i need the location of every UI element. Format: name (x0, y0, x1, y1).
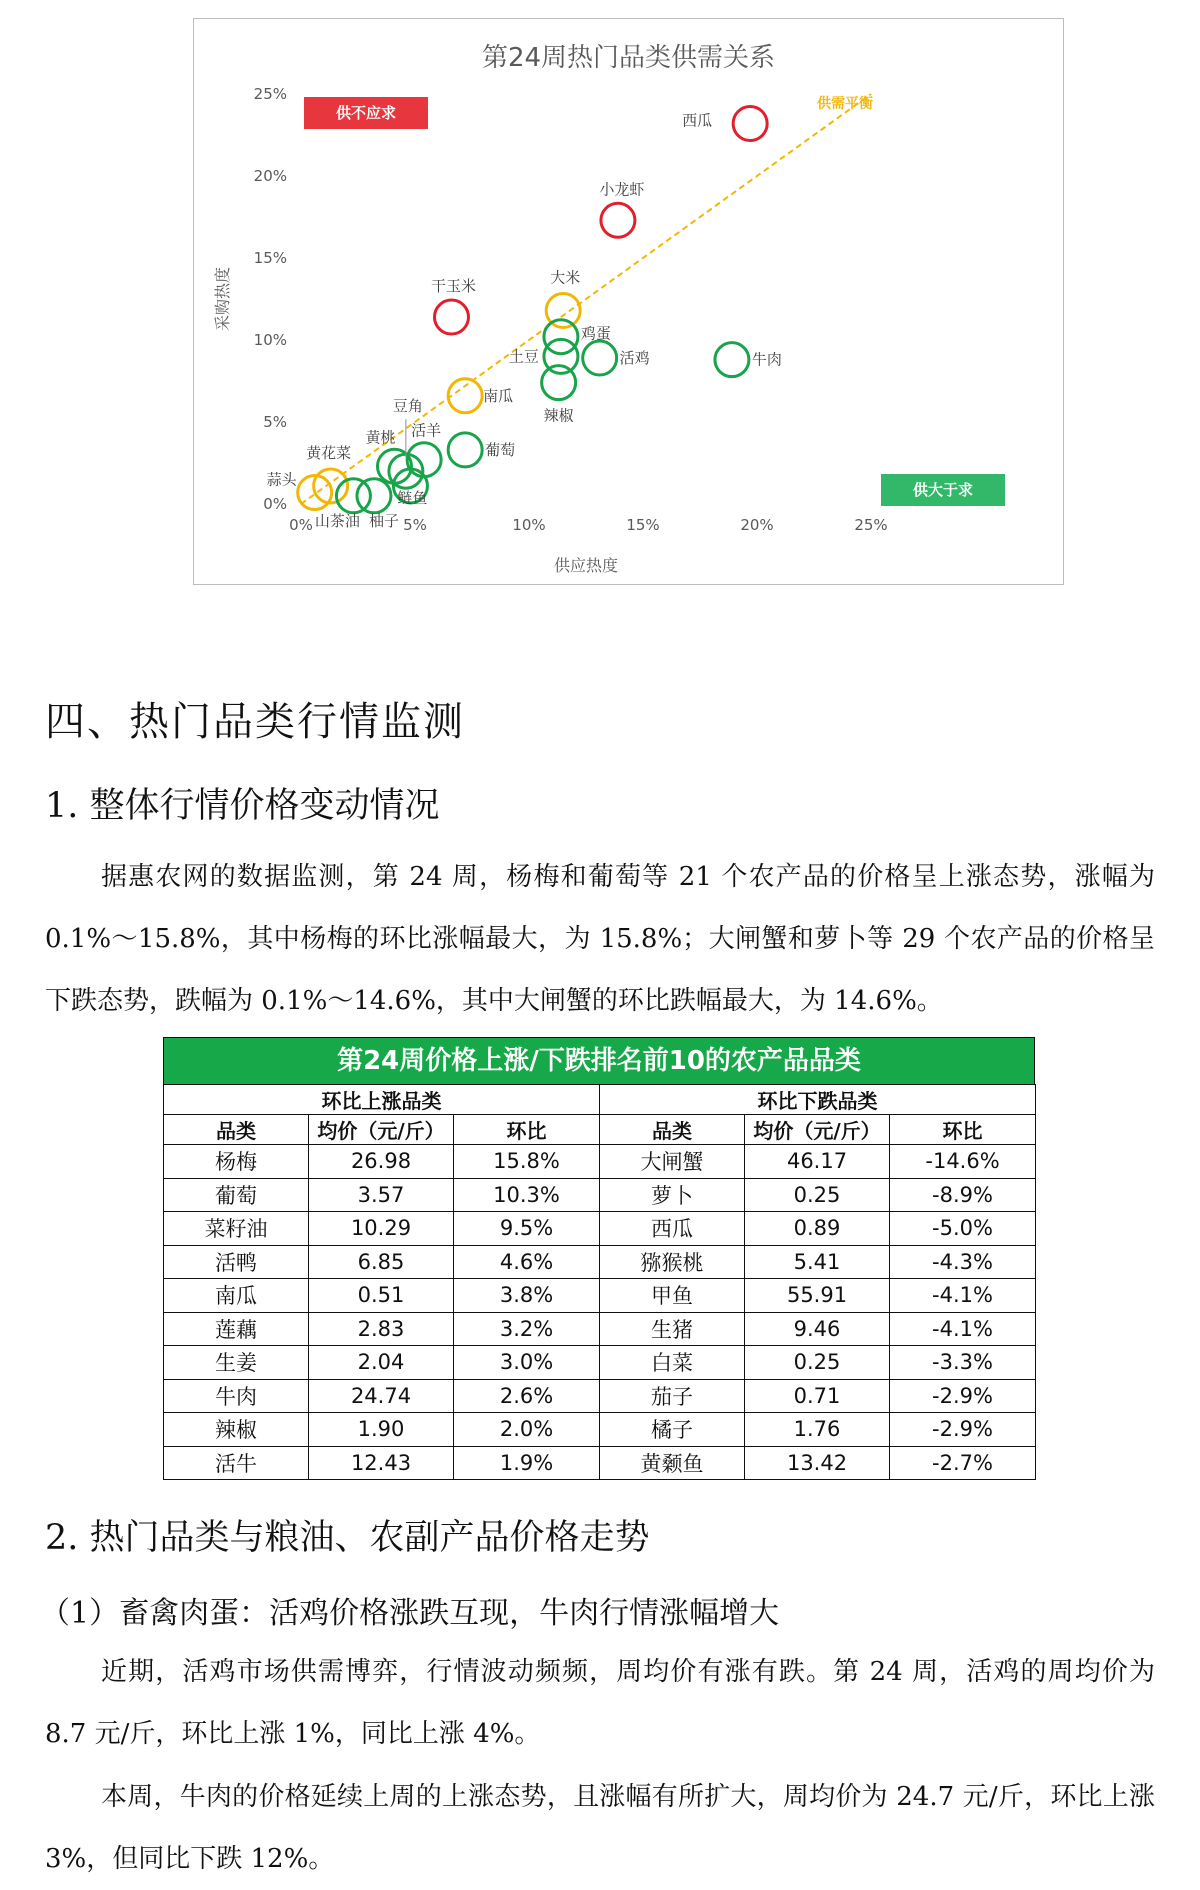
point-marker-oversupply (544, 320, 578, 354)
section-title: 四、热门品类行情监测 (45, 699, 465, 745)
rise-change-cell: 10.3% (454, 1178, 600, 1212)
rise-avg-price-cell: 3.57 (309, 1178, 454, 1212)
x-tick-label: 15% (626, 516, 660, 534)
fall-avg-price-cell: 55.91 (745, 1279, 890, 1313)
fall-category-cell: 生猪 (600, 1312, 745, 1346)
col-header-avg-price: 均价（元/斤） (309, 1115, 454, 1145)
fall-change-cell: -5.0% (890, 1212, 1036, 1246)
subsection-overall-title: 1. 整体行情价格变动情况 (45, 786, 440, 826)
point-label: 柚子 (368, 511, 399, 530)
rise-change-cell: 3.8% (454, 1279, 600, 1313)
rise-category-cell: 活鸭 (164, 1245, 309, 1279)
point-label: 辣椒 (543, 406, 574, 425)
y-tick-label: 15% (253, 249, 287, 267)
fall-change-cell: -2.7% (890, 1446, 1036, 1480)
point-label: 土豆 (508, 347, 539, 366)
x-axis-label: 供应热度 (553, 556, 619, 575)
fall-category-cell: 猕猴桃 (600, 1245, 745, 1279)
fall-category-cell: 大闸蟹 (600, 1145, 745, 1179)
fall-category-cell: 萝卜 (600, 1178, 745, 1212)
undersupply-badge: 供不应求 (304, 97, 428, 129)
point-label: 豆角 (392, 397, 423, 416)
table-title: 第24周价格上涨/下跌排名前10的农产品品类 (163, 1037, 1035, 1084)
rise-avg-price-cell: 24.74 (309, 1379, 454, 1413)
fall-avg-price-cell: 9.46 (745, 1312, 890, 1346)
point-label: 葡萄 (485, 440, 516, 459)
point-marker-undersupply (733, 107, 767, 141)
x-tick-label: 0% (289, 516, 313, 534)
point-label: 蒜头 (266, 470, 297, 489)
subsection-trend-title: 2. 热门品类与粮油、农副产品价格走势 (45, 1518, 650, 1558)
fall-change-cell: -4.1% (890, 1312, 1036, 1346)
fall-avg-price-cell: 0.25 (745, 1178, 890, 1212)
fall-avg-price-cell: 0.25 (745, 1346, 890, 1380)
x-tick-label: 10% (512, 516, 546, 534)
balance-line-label: 供需平衡 (817, 96, 873, 112)
fall-avg-price-cell: 13.42 (745, 1446, 890, 1480)
fall-category-cell: 黄颡鱼 (600, 1446, 745, 1480)
rise-change-cell: 9.5% (454, 1212, 600, 1246)
y-tick-label: 20% (253, 167, 287, 185)
point-label: 小龙虾 (599, 180, 645, 199)
rise-change-cell: 1.9% (454, 1446, 600, 1480)
fall-group-header: 环比下跌品类 (600, 1085, 1036, 1115)
fall-change-cell: -2.9% (890, 1413, 1036, 1447)
point-marker-oversupply (448, 433, 482, 467)
price-ranking-table (163, 1037, 1035, 1480)
rise-group-header: 环比上涨品类 (164, 1085, 600, 1115)
point-label: 牛肉 (751, 350, 782, 369)
point-label: 黄花菜 (306, 443, 352, 462)
rise-category-cell: 莲藕 (164, 1312, 309, 1346)
col-header-avg-price: 均价（元/斤） (745, 1115, 890, 1145)
table-row (164, 1446, 1036, 1480)
rise-category-cell: 生姜 (164, 1346, 309, 1380)
point-label: 鲢鱼 (397, 488, 428, 507)
y-tick-label: 10% (253, 331, 287, 349)
table-row (164, 1312, 1036, 1346)
rise-avg-price-cell: 2.04 (309, 1346, 454, 1380)
fall-change-cell: -14.6% (890, 1145, 1036, 1179)
live-chicken-paragraph: 近期，活鸡市场供需博弈，行情波动频频，周均价有涨有跌。第 24 周，活鸡的周均价为 8.7 元/斤，环比上涨 1%，同比上涨 4%。 (45, 1657, 1155, 1749)
point-label: 活鸡 (619, 349, 650, 368)
point-marker-oversupply (715, 343, 749, 377)
point-label: 南瓜 (483, 386, 514, 405)
fall-avg-price-cell: 0.71 (745, 1379, 890, 1413)
table-row (164, 1379, 1036, 1413)
fall-category-cell: 甲鱼 (600, 1279, 745, 1313)
point-label: 山茶油 (314, 511, 360, 530)
table-row (164, 1346, 1036, 1380)
table-row (164, 1145, 1036, 1179)
fall-change-cell: -4.1% (890, 1279, 1036, 1313)
rise-avg-price-cell: 12.43 (309, 1446, 454, 1480)
rise-change-cell: 2.0% (454, 1413, 600, 1447)
point-marker-oversupply (336, 479, 370, 513)
point-marker-balanced (448, 379, 482, 413)
col-header-change: 环比 (890, 1115, 1036, 1145)
table-row (164, 1212, 1036, 1246)
fall-category-cell: 西瓜 (600, 1212, 745, 1246)
fall-category-cell: 白菜 (600, 1346, 745, 1380)
overall-paragraph: 据惠农网的数据监测，第 24 周，杨梅和葡萄等 21 个农产品的价格呈上涨态势，涨幅为 0.1%～15.8%，其中杨梅的环比涨幅最大，为 15.8%；大闸蟹和萝卜等 29 个农产品的价格呈下跌态势，跌幅为 0.1%～14.6%，其中大闸蟹的环比跌幅最大，为 14.6%。 (45, 862, 1155, 1016)
table-row (164, 1279, 1036, 1313)
point-label: 活羊 (411, 421, 442, 440)
point-label: 大米 (550, 268, 581, 287)
rise-change-cell: 3.2% (454, 1312, 600, 1346)
rise-change-cell: 2.6% (454, 1379, 600, 1413)
fall-change-cell: -4.3% (890, 1245, 1036, 1279)
table-row (164, 1413, 1036, 1447)
fall-avg-price-cell: 5.41 (745, 1245, 890, 1279)
beef-paragraph: 本周，牛肉的价格延续上周的上涨态势，且涨幅有所扩大，周均价为 24.7 元/斤，环比上涨 3%，但同比下跌 12%。 (45, 1782, 1155, 1874)
fall-category-cell: 茄子 (600, 1379, 745, 1413)
chart-title: 第24周热门品类供需关系 (481, 43, 776, 73)
rise-avg-price-cell: 6.85 (309, 1245, 454, 1279)
rise-category-cell: 活牛 (164, 1446, 309, 1480)
point-label: 干玉米 (430, 277, 476, 296)
col-header-category: 品类 (164, 1115, 309, 1145)
fall-change-cell: -2.9% (890, 1379, 1036, 1413)
table-row (164, 1178, 1036, 1212)
y-tick-label: 5% (263, 413, 287, 431)
point-marker-undersupply (434, 300, 468, 334)
rise-category-cell: 杨梅 (164, 1145, 309, 1179)
point-marker-oversupply (542, 366, 576, 400)
rise-category-cell: 辣椒 (164, 1413, 309, 1447)
rise-category-cell: 菜籽油 (164, 1212, 309, 1246)
fall-avg-price-cell: 1.76 (745, 1413, 890, 1447)
table-row (164, 1245, 1036, 1279)
rise-change-cell: 3.0% (454, 1346, 600, 1380)
fall-category-cell: 橘子 (600, 1413, 745, 1447)
rise-category-cell: 牛肉 (164, 1379, 309, 1413)
x-tick-label: 25% (854, 516, 888, 534)
rise-avg-price-cell: 10.29 (309, 1212, 454, 1246)
point-marker-oversupply (583, 341, 617, 375)
rise-change-cell: 4.6% (454, 1245, 600, 1279)
y-axis-label: 采购热度 (213, 266, 232, 332)
point-label: 黄桃 (365, 428, 396, 447)
livestock-subtitle: （1）畜禽肉蛋：活鸡价格涨跌互现，牛肉行情涨幅增大 (40, 1596, 780, 1631)
rise-avg-price-cell: 26.98 (309, 1145, 454, 1179)
oversupply-badge: 供大于求 (881, 474, 1005, 506)
fall-avg-price-cell: 46.17 (745, 1145, 890, 1179)
col-header-change: 环比 (454, 1115, 600, 1145)
rise-avg-price-cell: 0.51 (309, 1279, 454, 1313)
supply-demand-chart (193, 18, 1064, 585)
rise-change-cell: 15.8% (454, 1145, 600, 1179)
x-tick-label: 20% (740, 516, 774, 534)
y-tick-label: 25% (253, 85, 287, 103)
fall-change-cell: -3.3% (890, 1346, 1036, 1380)
fall-avg-price-cell: 0.89 (745, 1212, 890, 1246)
point-label: 鸡蛋 (580, 324, 611, 343)
fall-change-cell: -8.9% (890, 1178, 1036, 1212)
rise-category-cell: 南瓜 (164, 1279, 309, 1313)
point-marker-undersupply (601, 203, 635, 237)
rise-avg-price-cell: 1.90 (309, 1413, 454, 1447)
y-tick-label: 0% (263, 495, 287, 513)
point-marker-oversupply (357, 479, 391, 513)
point-label: 西瓜 (682, 111, 713, 130)
rise-category-cell: 葡萄 (164, 1178, 309, 1212)
rise-avg-price-cell: 2.83 (309, 1312, 454, 1346)
x-tick-label: 5% (403, 516, 427, 534)
col-header-category: 品类 (600, 1115, 745, 1145)
